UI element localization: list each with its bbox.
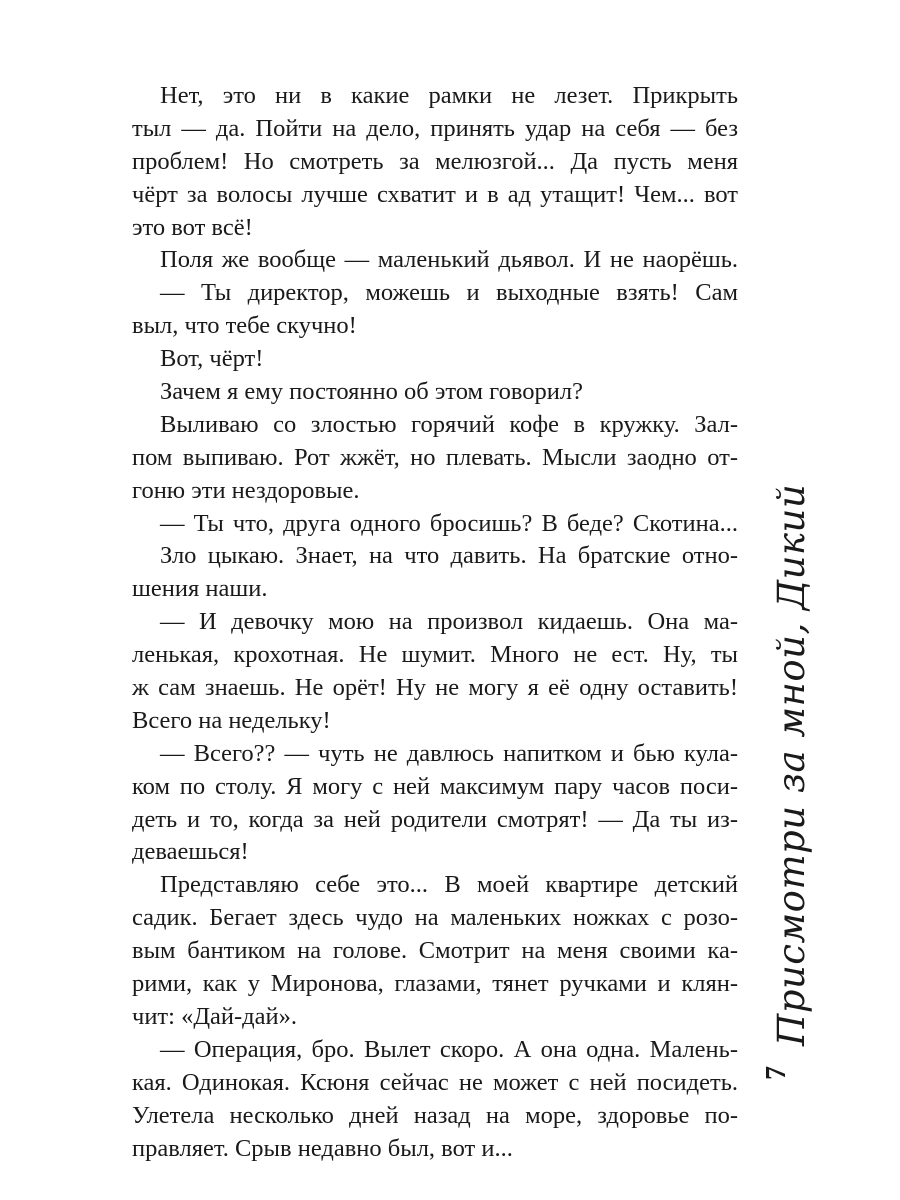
- text-line: Поля же вообще — маленький дьявол. И не наорёшь.: [160, 246, 738, 274]
- text-line: Вот, чёрт!: [160, 345, 264, 373]
- text-line: — Всего?? — чуть не давлюсь напитком и бью кула-: [160, 739, 738, 767]
- text-line: выл, что тебе скучно!: [132, 312, 357, 340]
- text-line: садик. Бегает здесь чудо на маленьких ножках с розо-: [132, 904, 738, 932]
- text-line: тыл — да. Пойти на дело, принять удар на себя — без: [132, 114, 738, 142]
- text-line: вым бантиком на голове. Смотрит на меня своими ка-: [132, 937, 738, 965]
- text-line: рими, как у Миронова, глазами, тянет ручками и клян-: [132, 970, 738, 998]
- text-line: чёрт за волосы лучше схватит и в ад утащит! Чем... вот: [132, 180, 738, 208]
- text-line: ленькая, крохотная. Не шумит. Много не ест. Ну, ты: [132, 641, 738, 669]
- running-title: Присмотри за мной, Дикий: [770, 483, 813, 1046]
- body-text: [132, 80, 738, 1165]
- text-line: шения наши.: [132, 575, 268, 603]
- text-line: гоню эти нездоровые.: [132, 476, 360, 504]
- text-line: — И девочку мою на произвол кидаешь. Она ма-: [160, 608, 738, 636]
- text-line: — Ты директор, можешь и выходные взять! Сам: [160, 279, 738, 307]
- text-line: — Ты что, друга одного бросишь? В беде? Скотина...: [160, 509, 738, 537]
- text-line: ж сам знаешь. Не орёт! Ну не могу я её одну оставить!: [132, 674, 738, 702]
- text-line: чит: «Дай-дай».: [132, 1002, 298, 1030]
- text-line: Нет, это ни в какие рамки не лезет. Прикрыть: [160, 82, 738, 109]
- text-line: правляет. Срыв недавно был, вот и...: [132, 1134, 513, 1162]
- text-line: ком по столу. Я могу с ней максимум пару часов поси-: [132, 772, 738, 800]
- text-line: Всего на недельку!: [132, 706, 331, 734]
- text-line: Зло цыкаю. Знает, на что давить. На братские отно-: [160, 542, 738, 570]
- text-line: Улетела несколько дней назад на море, здоровье по-: [132, 1101, 738, 1129]
- text-line: пом выпиваю. Рот жжёт, но плевать. Мысли заодно от-: [132, 443, 738, 471]
- text-line: — Операция, бро. Вылет скоро. А она одна. Малень-: [160, 1035, 738, 1063]
- text-line: Зачем я ему постоянно об этом говорил?: [160, 378, 583, 406]
- page-number: 7: [761, 1066, 792, 1080]
- text-line: проблем! Но смотреть за мелюзгой... Да пусть меня: [132, 147, 738, 175]
- text-line: кая. Одинокая. Ксюня сейчас не может с ней посидеть.: [132, 1068, 738, 1096]
- text-line: деть и то, когда за ней родители смотрят! — Да ты из-: [132, 805, 738, 833]
- text-line: деваешься!: [132, 838, 249, 866]
- text-line: Представляю себе это... В моей квартире детский: [160, 871, 738, 899]
- text-line: это вот всё!: [132, 213, 253, 241]
- text-line: Выливаю со злостью горячий кофе в кружку. Зал-: [160, 410, 738, 438]
